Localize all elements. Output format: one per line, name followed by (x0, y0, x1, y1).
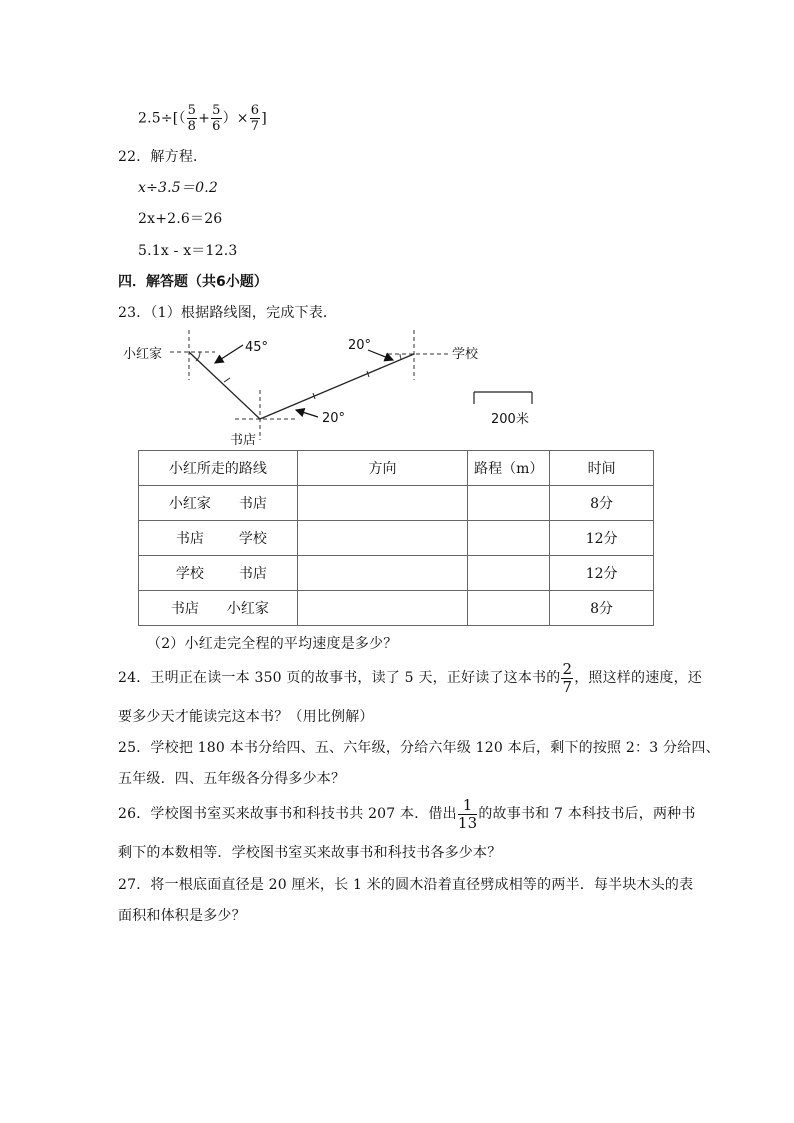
q24-text-a: 24．王明正在读一本 350 页的故事书，读了 5 天，正好读了这本书的 (118, 670, 561, 686)
route-cell (139, 521, 298, 556)
expr-mid: ）× (222, 110, 249, 127)
route-cell (139, 556, 298, 591)
fraction-1-13: $\frac{1}{13}$ (457, 795, 478, 832)
q27-line2: 面积和体积是多少？ (118, 908, 246, 924)
expr-plus: + (198, 110, 211, 127)
q25-line1: 25．学校把 180 本书分给四、五、六年级，分给六年级 120 本后，剩下的按照 2：3 分给四、 (118, 740, 720, 756)
q24-text-b: ，照这样的速度，还 (574, 670, 703, 686)
section-heading: 四．解答题（共6小题） (118, 274, 268, 290)
time-cell: 8分 (550, 486, 654, 521)
fraction-5-8: $\frac{5}{8}$ (187, 103, 197, 134)
header-distance: 路程（m） (468, 451, 550, 486)
time-cell: 8分 (550, 591, 654, 626)
angle-home: 45° (245, 340, 269, 355)
route-table (138, 450, 654, 626)
expr-prefix: 2.5÷[（ (138, 110, 186, 127)
route-to: 书店 (238, 496, 267, 512)
route-to: 书店 (238, 566, 267, 582)
distance-cell[interactable] (468, 486, 550, 521)
direction-cell[interactable] (297, 556, 468, 591)
q23-title: 23．（1）根据路线图，完成下表． (118, 305, 338, 321)
fraction-2-7: $\frac{2}{7}$ (562, 659, 573, 696)
distance-cell[interactable] (468, 591, 550, 626)
scale-label: 200米 (491, 412, 529, 427)
fraction-6-7: $\frac{6}{7}$ (250, 103, 260, 134)
q26-line1 (118, 796, 696, 832)
direction-cell[interactable] (297, 591, 468, 626)
route-to: 小红家 (226, 601, 269, 617)
table-row (139, 556, 654, 591)
q23-part2: （2）小红走完全程的平均速度是多少？ (147, 636, 398, 652)
q27-line1: 27．将一根底面直径是 20 厘米，长 1 米的圆木沿着直径劈成相等的两半．每半块木头的表 (118, 877, 694, 893)
table-row (139, 521, 654, 556)
time-cell: 12分 (550, 521, 654, 556)
fraction-5-6: $\frac{5}{6}$ (212, 103, 221, 134)
distance-cell[interactable] (468, 521, 550, 556)
table-row (139, 486, 654, 521)
direction-cell[interactable] (297, 521, 468, 556)
route-cell (139, 591, 298, 626)
q22-title: 22．解方程． (118, 149, 208, 165)
direction-cell[interactable] (297, 486, 468, 521)
time-cell: 12分 (550, 556, 654, 591)
q24-line1 (118, 660, 702, 696)
q24-line2: 要多少天才能读完这本书？（用比例解） (118, 709, 374, 725)
header-time: 时间 (550, 451, 654, 486)
table-header-row (139, 451, 654, 486)
distance-cell[interactable] (468, 556, 550, 591)
angle-school: 20° (348, 338, 372, 353)
route-from: 书店 (170, 601, 199, 617)
header-direction: 方向 (297, 451, 468, 486)
label-bookstore: 书店 (230, 433, 257, 448)
q22-equation-1: x÷3.5＝0.2 (138, 180, 218, 196)
q22-equation-2: 2x+2.6＝26 (138, 211, 223, 227)
header-route: 小红所走的路线 (139, 451, 298, 486)
route-to: 学校 (238, 531, 267, 547)
label-home: 小红家 (123, 347, 163, 362)
route-from: 小红家 (168, 496, 211, 512)
table-row (139, 591, 654, 626)
route-from: 学校 (175, 566, 204, 582)
q26-text-b: 的故事书和 7 本科技书后，两种书 (478, 806, 696, 822)
q26-text-a: 26．学校图书室买来故事书和科技书共 207 本．借出 (118, 806, 457, 822)
expression-line (138, 104, 267, 133)
route-cell (139, 486, 298, 521)
expr-suffix: ] (261, 110, 267, 127)
q22-equation-3: 5.1x - x＝12.3 (138, 243, 238, 259)
route-from: 书店 (175, 531, 204, 547)
q25-line2: 五年级．四、五年级各分得多少本？ (118, 771, 346, 787)
label-school: 学校 (452, 347, 479, 362)
q26-line2: 剩下的本数相等．学校图书室买来故事书和科技书各多少本？ (118, 845, 502, 861)
angle-bookstore: 20° (322, 411, 346, 426)
